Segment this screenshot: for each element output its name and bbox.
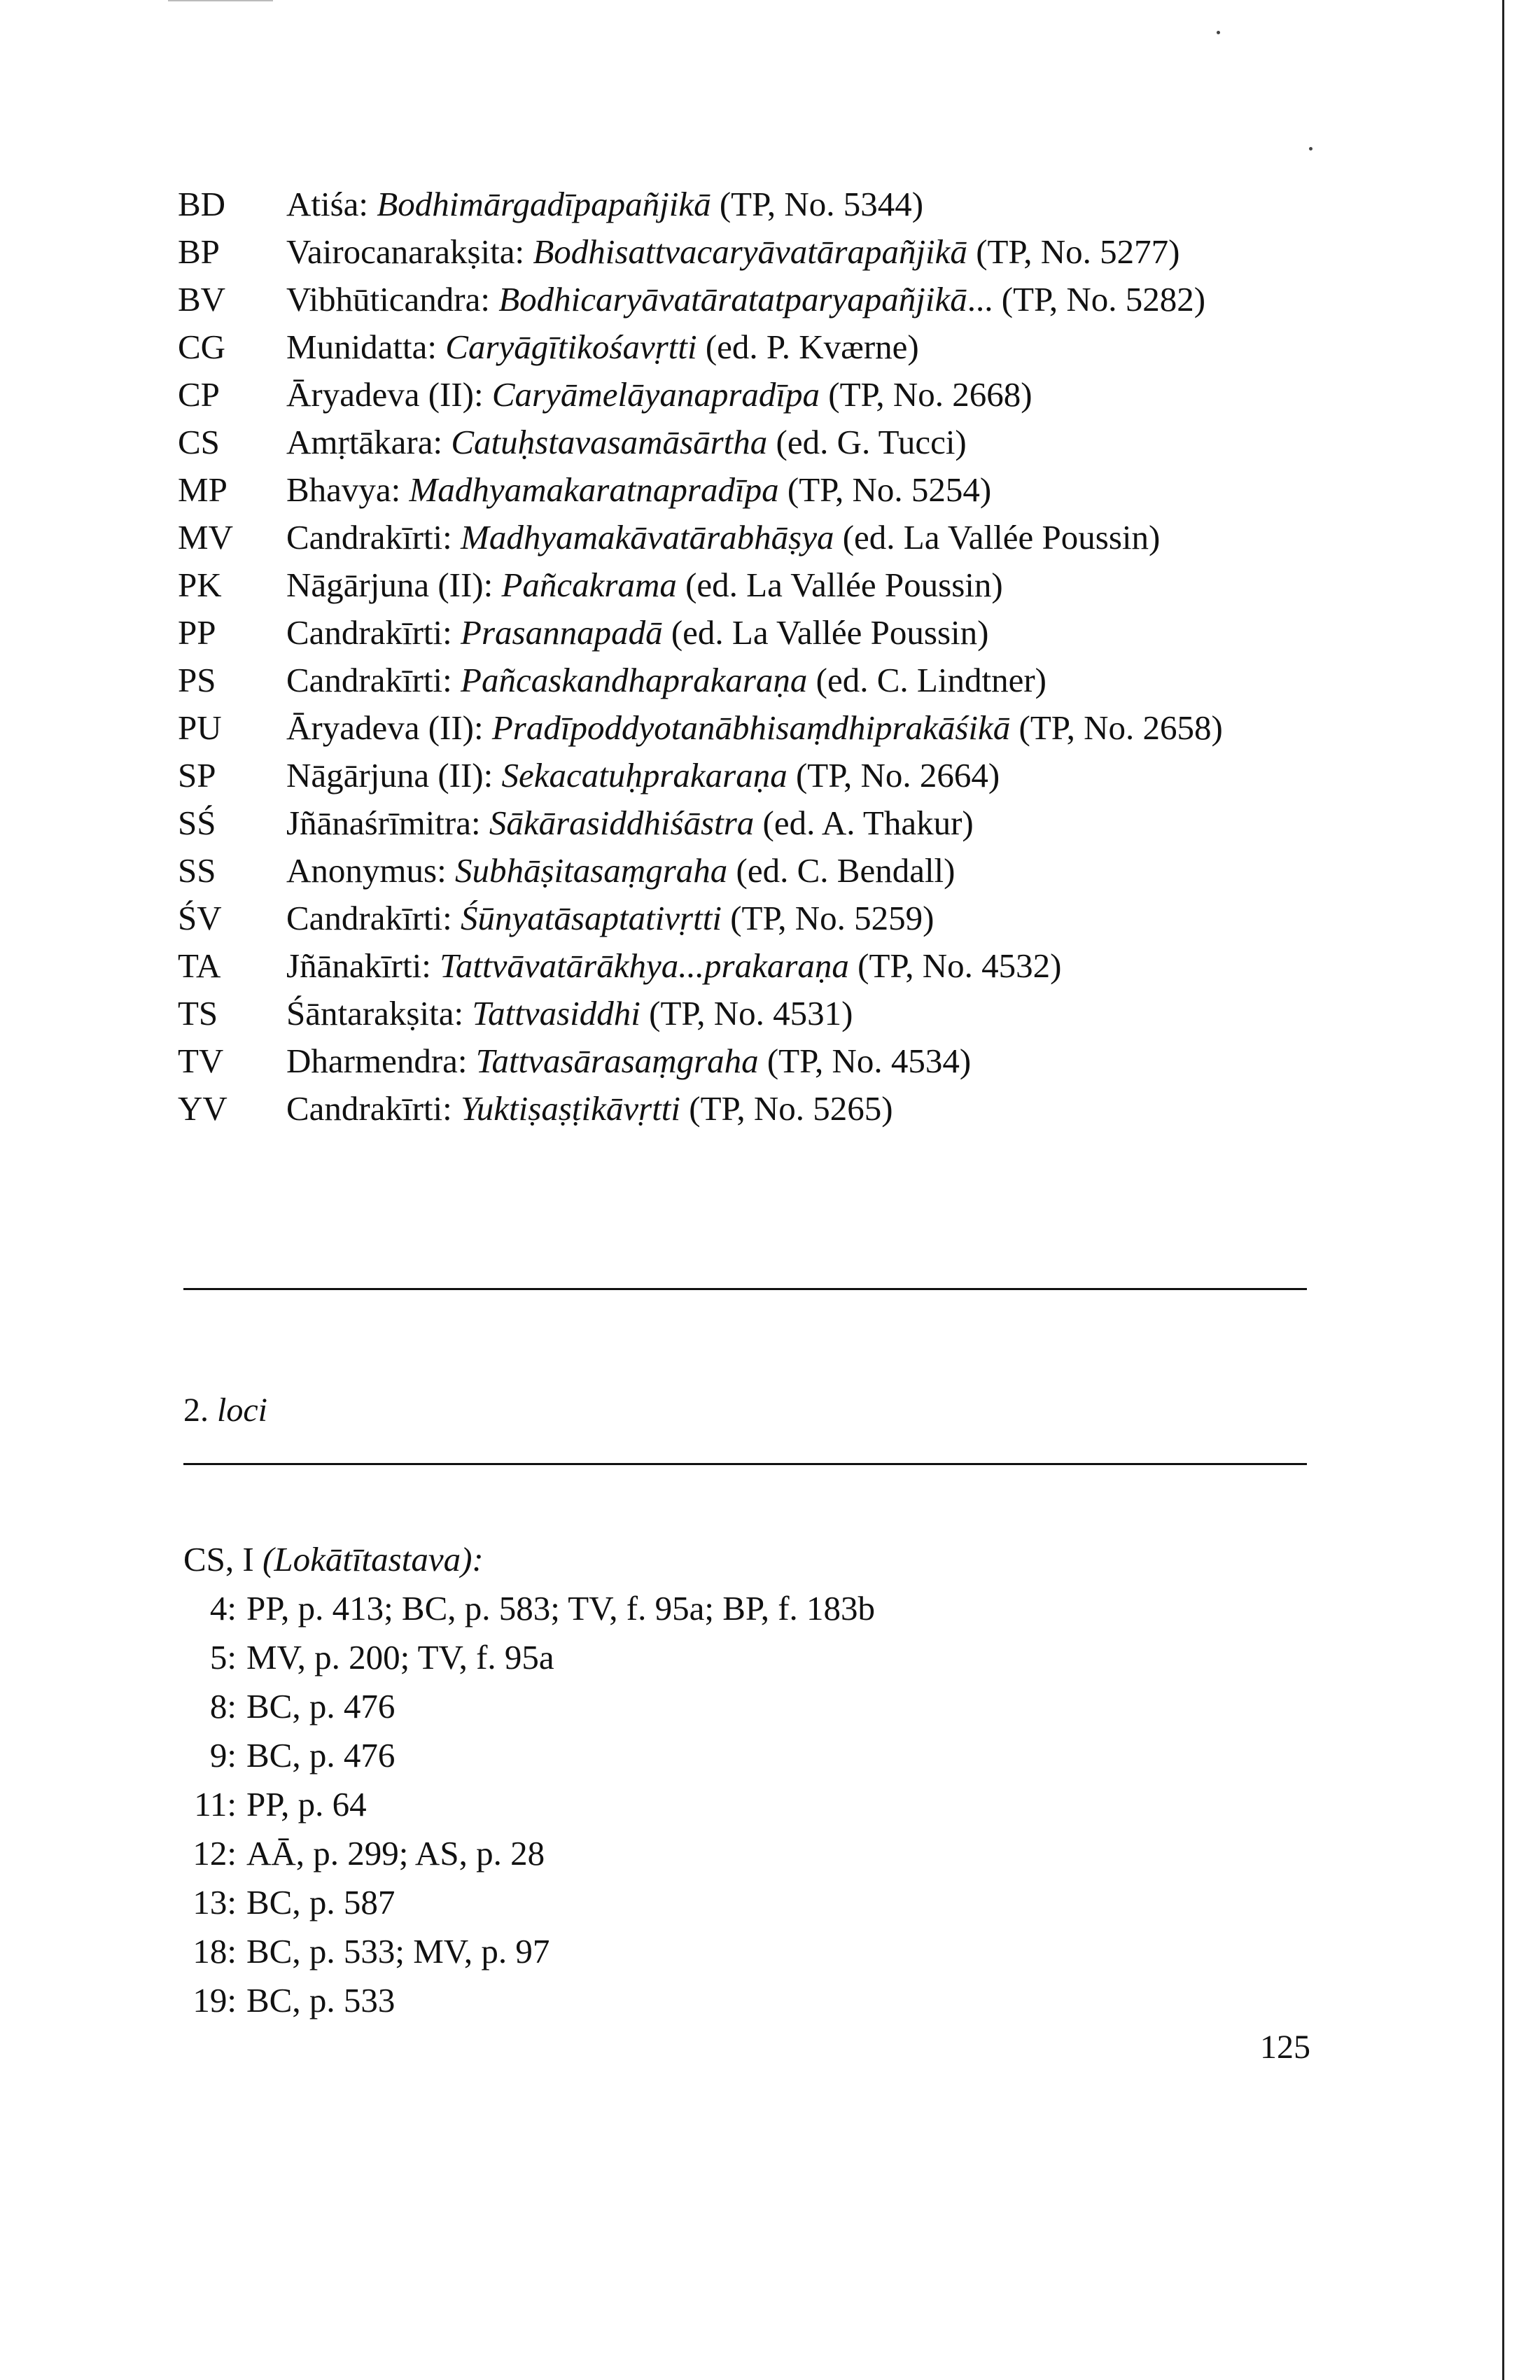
abbreviation-note: (TP, No. 5259) (730, 899, 934, 937)
abbreviation-row (178, 181, 1326, 228)
abbreviation-title: Bodhimārgadīpapañjikā (377, 185, 711, 223)
abbreviation-row (178, 466, 1326, 514)
loci-verse-number: 19: (192, 1981, 237, 2019)
loci-row (183, 1584, 1303, 1633)
abbreviation-key: CS (178, 423, 220, 461)
abbreviation-author: Vairocanarakṣita: (286, 232, 525, 271)
loci-row (183, 1633, 1303, 1682)
abbreviation-row (178, 609, 1326, 657)
abbreviation-key: TV (178, 1042, 224, 1080)
abbreviation-key: MP (178, 470, 227, 509)
abbreviation-row (178, 704, 1326, 752)
abbreviation-title: Caryāmelāyanapradīpa (491, 375, 820, 414)
abbreviation-title: Pañcakrama (501, 566, 677, 604)
abbreviation-entry (286, 228, 1326, 276)
abbreviation-note: (TP, No. 2658) (1018, 708, 1223, 747)
abbreviation-note: (ed. La Vallée Poussin) (671, 613, 989, 652)
abbreviation-note: (TP, No. 5277) (976, 232, 1180, 271)
abbreviation-author: Āryadeva (II): (286, 708, 484, 747)
loci-references: MV, p. 200; TV, f. 95a (246, 1638, 554, 1676)
loci-verse-number: 12: (192, 1834, 237, 1872)
abbreviation-entry (286, 514, 1326, 561)
abbreviation-author: Anonymus: (286, 851, 447, 890)
abbreviation-note: (TP, No. 5254) (787, 470, 992, 509)
abbreviation-note: (TP, No. 2664) (795, 756, 1000, 794)
abbreviation-author: Jñānaśrīmitra: (286, 804, 481, 842)
abbreviation-row (178, 752, 1326, 799)
loci-verse-number: 11: (194, 1785, 237, 1823)
abbreviation-author: Candrakīrti: (286, 661, 452, 699)
abbreviation-row (178, 561, 1326, 609)
page-edge-line (1502, 0, 1504, 2380)
abbreviation-entry (286, 990, 1326, 1037)
scan-speck (1217, 31, 1220, 34)
loci-verse-number: 8: (209, 1687, 237, 1726)
abbreviation-key: PK (178, 566, 222, 604)
page-number: 125 (1260, 2029, 1310, 2066)
abbreviation-entry (286, 323, 1326, 371)
abbreviation-key: SŚ (178, 804, 216, 842)
abbreviation-key: SP (178, 756, 216, 794)
abbreviation-key: TA (178, 946, 221, 985)
abbreviation-note: (ed. La Vallée Poussin) (842, 518, 1161, 556)
abbreviation-entry (286, 1037, 1326, 1085)
abbreviation-title: Pañcaskandhaprakaraṇa (461, 661, 808, 699)
loci-row (183, 1927, 1303, 1976)
abbreviation-entry (286, 466, 1326, 514)
abbreviation-entry (286, 419, 1326, 466)
loci-references: BC, p. 476 (246, 1687, 396, 1726)
abbreviation-title: Caryāgītikośavṛtti (445, 328, 697, 366)
abbreviation-title: Sākārasiddhiśāstra (489, 804, 755, 842)
abbreviation-author: Nāgārjuna (II): (286, 566, 493, 604)
abbreviation-row (178, 419, 1326, 466)
abbreviation-title: Prasannapadā (461, 613, 663, 652)
section-number: 2. (183, 1392, 209, 1429)
abbreviation-title: Madhyamakāvatārabhāṣya (461, 518, 834, 556)
loci-rows (183, 1584, 1303, 2025)
abbreviation-key: TS (178, 994, 218, 1032)
abbreviation-key: PP (178, 613, 216, 652)
section-divider-bottom (183, 1463, 1307, 1465)
loci-references: BC, p. 533; MV, p. 97 (246, 1932, 550, 1970)
abbreviation-title: Bodhisattvacaryāvatārapañjikā (533, 232, 967, 271)
abbreviation-title: Sekacatuḥprakaraṇa (501, 756, 788, 794)
abbreviation-row (178, 1085, 1326, 1133)
abbreviation-key: CG (178, 328, 226, 366)
abbreviation-note: ... (TP, No. 5282) (967, 280, 1206, 318)
abbreviation-title: Pradīpoddyotanābhisaṃdhiprakāśikā (491, 708, 1011, 747)
abbreviation-key: BP (178, 232, 220, 271)
abbreviation-entry (286, 1085, 1326, 1133)
abbreviation-row (178, 657, 1326, 704)
loci-list (183, 1535, 1303, 2025)
abbreviation-author: Jñānakīrti: (286, 946, 431, 985)
abbreviation-row (178, 276, 1326, 323)
section-heading (183, 1390, 267, 1432)
abbreviation-row (178, 847, 1326, 895)
loci-verse-number: 9: (209, 1736, 237, 1774)
abbreviation-entry (286, 276, 1326, 323)
abbreviation-row (178, 1037, 1326, 1085)
section-divider-top (183, 1288, 1307, 1290)
abbreviation-row (178, 942, 1326, 990)
abbreviation-entry (286, 609, 1326, 657)
loci-row (183, 1829, 1303, 1878)
abbreviation-key: YV (178, 1089, 227, 1128)
abbreviation-author: Āryadeva (II): (286, 375, 484, 414)
scan-speck (1309, 147, 1312, 150)
abbreviation-entry (286, 561, 1326, 609)
abbreviation-note: (TP, No. 5344) (719, 185, 924, 223)
loci-references: PP, p. 413; BC, p. 583; TV, f. 95a; BP, f. 183b (246, 1589, 876, 1628)
abbreviation-row (178, 228, 1326, 276)
abbreviation-entry (286, 181, 1326, 228)
loci-verse-number: 4: (209, 1589, 237, 1628)
abbreviation-author: Bhavya: (286, 470, 401, 509)
section-title: loci (217, 1392, 267, 1429)
abbreviation-author: Dharmendra: (286, 1042, 468, 1080)
abbreviation-author: Amṛtākara: (286, 423, 443, 461)
loci-row (183, 1878, 1303, 1927)
loci-row (183, 1731, 1303, 1780)
loci-references: BC, p. 587 (246, 1883, 396, 1921)
abbreviation-author: Nāgārjuna (II): (286, 756, 493, 794)
abbreviation-row (178, 514, 1326, 561)
abbreviation-row (178, 323, 1326, 371)
loci-heading-title: (Lokātītastava): (262, 1540, 484, 1578)
abbreviation-note: (TP, No. 4532) (858, 946, 1062, 985)
abbreviation-note: (ed. G. Tucci) (776, 423, 967, 461)
abbreviation-author: Candrakīrti: (286, 1089, 452, 1128)
abbreviation-note: (ed. C. Lindtner) (816, 661, 1046, 699)
abbreviation-note: (ed. La Vallée Poussin) (685, 566, 1003, 604)
abbreviation-list (178, 181, 1326, 1133)
abbreviation-entry (286, 895, 1326, 942)
loci-row (183, 1976, 1303, 2025)
abbreviation-note: (TP, No. 2668) (828, 375, 1032, 414)
loci-verse-number: 18: (192, 1932, 237, 1970)
abbreviation-key: SS (178, 851, 216, 890)
abbreviation-title: Tattvasiddhi (472, 994, 640, 1032)
abbreviation-entry (286, 752, 1326, 799)
loci-verse-number: 13: (192, 1883, 237, 1921)
abbreviation-row (178, 371, 1326, 419)
abbreviation-note: (TP, No. 4534) (766, 1042, 972, 1080)
abbreviation-author: Atiśa: (286, 185, 369, 223)
abbreviation-author: Candrakīrti: (286, 613, 452, 652)
scan-mark (168, 0, 273, 1)
abbreviation-key: ŚV (178, 899, 222, 937)
abbreviation-entry (286, 942, 1326, 990)
abbreviation-row (178, 990, 1326, 1037)
abbreviation-key: BV (178, 280, 226, 318)
abbreviation-entry (286, 704, 1326, 752)
loci-heading (183, 1535, 1303, 1584)
abbreviation-key: MV (178, 518, 233, 556)
abbreviation-note: (TP, No. 4531) (649, 994, 853, 1032)
abbreviation-author: Candrakīrti: (286, 899, 452, 937)
loci-references: PP, p. 64 (246, 1785, 367, 1823)
loci-references: BC, p. 533 (246, 1981, 396, 2019)
abbreviation-title: Bodhicaryāvatāratatparyapañjikā (498, 280, 967, 318)
abbreviation-key: PU (178, 708, 222, 747)
abbreviation-note: (ed. C. Bendall) (736, 851, 955, 890)
abbreviation-author: Munidatta: (286, 328, 438, 366)
loci-references: AĀ, p. 299; AS, p. 28 (246, 1834, 545, 1872)
loci-row (183, 1682, 1303, 1731)
abbreviation-note: (TP, No. 5265) (689, 1089, 893, 1128)
loci-row (183, 1780, 1303, 1829)
abbreviation-entry (286, 799, 1326, 847)
abbreviation-key: CP (178, 375, 220, 414)
abbreviation-note: (ed. A. Thakur) (762, 804, 974, 842)
abbreviation-entry (286, 657, 1326, 704)
abbreviation-title: Yuktiṣaṣṭikāvṛtti (461, 1089, 681, 1128)
abbreviation-title: Madhyamakaratnapradīpa (409, 470, 779, 509)
abbreviation-title: Catuḥstavasamāsārtha (451, 423, 768, 461)
abbreviation-note: (ed. P. Kværne) (705, 328, 919, 366)
abbreviation-author: Vibhūticandra: (286, 280, 490, 318)
abbreviation-title: Tattvāvatārākhya...prakaraṇa (440, 946, 849, 985)
loci-references: BC, p. 476 (246, 1736, 396, 1774)
abbreviation-author: Śāntarakṣita: (286, 994, 464, 1032)
abbreviation-entry (286, 371, 1326, 419)
abbreviation-title: Śūnyatāsaptativṛtti (461, 899, 722, 937)
abbreviation-key: PS (178, 661, 216, 699)
loci-verse-number: 5: (209, 1638, 237, 1676)
loci-heading-prefix: CS, I (183, 1540, 254, 1578)
abbreviation-key: BD (178, 185, 226, 223)
abbreviation-row (178, 799, 1326, 847)
abbreviation-title: Subhāṣitasaṃgraha (454, 851, 728, 890)
abbreviation-author: Candrakīrti: (286, 518, 452, 556)
abbreviation-row (178, 895, 1326, 942)
abbreviation-entry (286, 847, 1326, 895)
abbreviation-title: Tattvasārasaṃgraha (475, 1042, 759, 1080)
